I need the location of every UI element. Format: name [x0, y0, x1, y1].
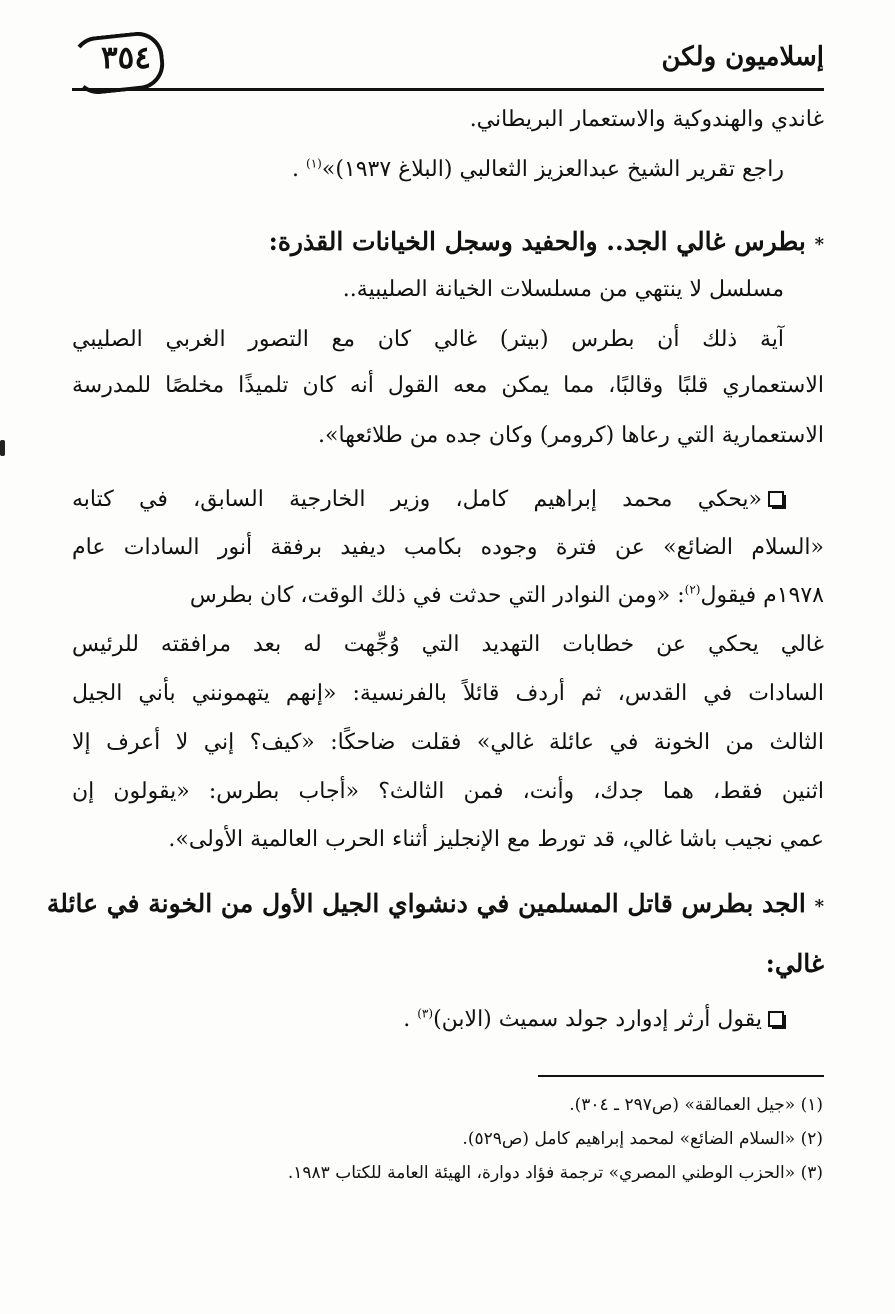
- quote-line: السادات في القدس، ثم أردف قائلاً بالفرنسية: «إنهم يتهمونني بأني الجيل: [72, 681, 824, 706]
- paragraph-line: الاستعمارية التي رعاها (كرومر) وكان جده من طلائعها».: [318, 423, 824, 448]
- section-heading: [46, 882, 824, 929]
- reference-line: [72, 148, 784, 192]
- page-header: [72, 34, 824, 90]
- quote-text: «يحكي محمد إبراهيم كامل، وزير الخارجية السابق، في كتابه: [72, 487, 762, 512]
- quote-line: غالي يحكي عن خطابات التهديد التي وُجِّهت له بعد مرافقته للرئيس: [72, 632, 824, 657]
- running-title: إسلاميون ولكن: [661, 42, 824, 72]
- quote-line: «السلام الضائع» عن فترة وجوده بكامب ديفيد برفقة أنور السادات عام: [72, 535, 824, 560]
- quote-box-icon: [768, 491, 784, 507]
- paragraph-line: غاندي والهندوكية والاستعمار البريطاني.: [469, 107, 824, 132]
- subheading: مسلسل لا ينتهي من مسلسلات الخيانة الصليبية..: [342, 277, 784, 302]
- paragraph-line: آية ذلك أن بطرس (بيتر) غالي كان مع التصور الغربي الصليبي: [72, 327, 784, 352]
- footnote: (١) «جيل العمالقة» (ص٢٩٧ ـ ٣٠٤).: [569, 1095, 823, 1115]
- footnote-ref: (٢): [684, 582, 701, 597]
- reference-end: .: [292, 157, 307, 182]
- section-heading: [72, 220, 824, 267]
- paragraph-line: الاستعماري قلبًا وقالبًا، مما يمكن معه القول أنه كان تلميذًا مخلصًا للمدرسة: [72, 373, 824, 398]
- asterisk-icon: *: [814, 234, 824, 255]
- quote-text: : «ومن النوادر التي حدثت في ذلك الوقت، كان بطرس: [189, 583, 685, 608]
- quote-line: [72, 478, 784, 522]
- paragraph-text: يقول أرثر إدوارد جولد سميث (الابن): [433, 1007, 762, 1032]
- footnote-rule: [538, 1075, 824, 1077]
- asterisk-icon: *: [814, 896, 824, 917]
- section-heading-cont: غالي:: [765, 949, 824, 978]
- footnote: (٢) «السلام الضائع» لمحمد إبراهيم كامل (ص٥٢٩).: [462, 1129, 823, 1149]
- section-heading-text: الجد بطرس قاتل المسلمين في دنشواي الجيل الأول من الخونة في عائلة: [46, 889, 806, 918]
- paragraph-end: .: [403, 1007, 418, 1032]
- reference-text: راجع تقرير الشيخ عبدالعزيز الثعالبي (البلاغ ١٩٣٧)»: [321, 157, 784, 182]
- footnote: (٣) «الحزب الوطني المصري» ترجمة فؤاد دوارة، الهيئة العامة للكتاب ١٩٨٣.: [287, 1163, 823, 1183]
- section-heading-text: بطرس غالي الجد.. والحفيد وسجل الخيانات القذرة:: [268, 227, 806, 256]
- margin-mark: [0, 440, 5, 456]
- quote-line: [72, 574, 824, 618]
- quote-line: اثنين فقط، هما جدك، وأنت، فمن الثالث؟ «أجاب بطرس: «يقولون إن: [72, 779, 824, 804]
- paragraph-line: [72, 998, 784, 1042]
- quote-box-icon: [768, 1011, 784, 1027]
- quote-line: الثالث من الخونة في عائلة غالي» فقلت ضاحكًا: «كيف؟ إني لا أعرف إلا: [72, 730, 824, 755]
- header-rule: [72, 88, 824, 91]
- quote-line: عمي نجيب باشا غالي، قد تورط مع الإنجليز أثناء الحرب العالمية الأولى».: [168, 827, 824, 852]
- footnote-ref: (١): [306, 156, 322, 171]
- footnote-ref: (٣): [417, 1006, 434, 1021]
- page-number: ٣٥٤: [101, 40, 151, 76]
- quote-text: ١٩٧٨م فيقول: [700, 583, 824, 608]
